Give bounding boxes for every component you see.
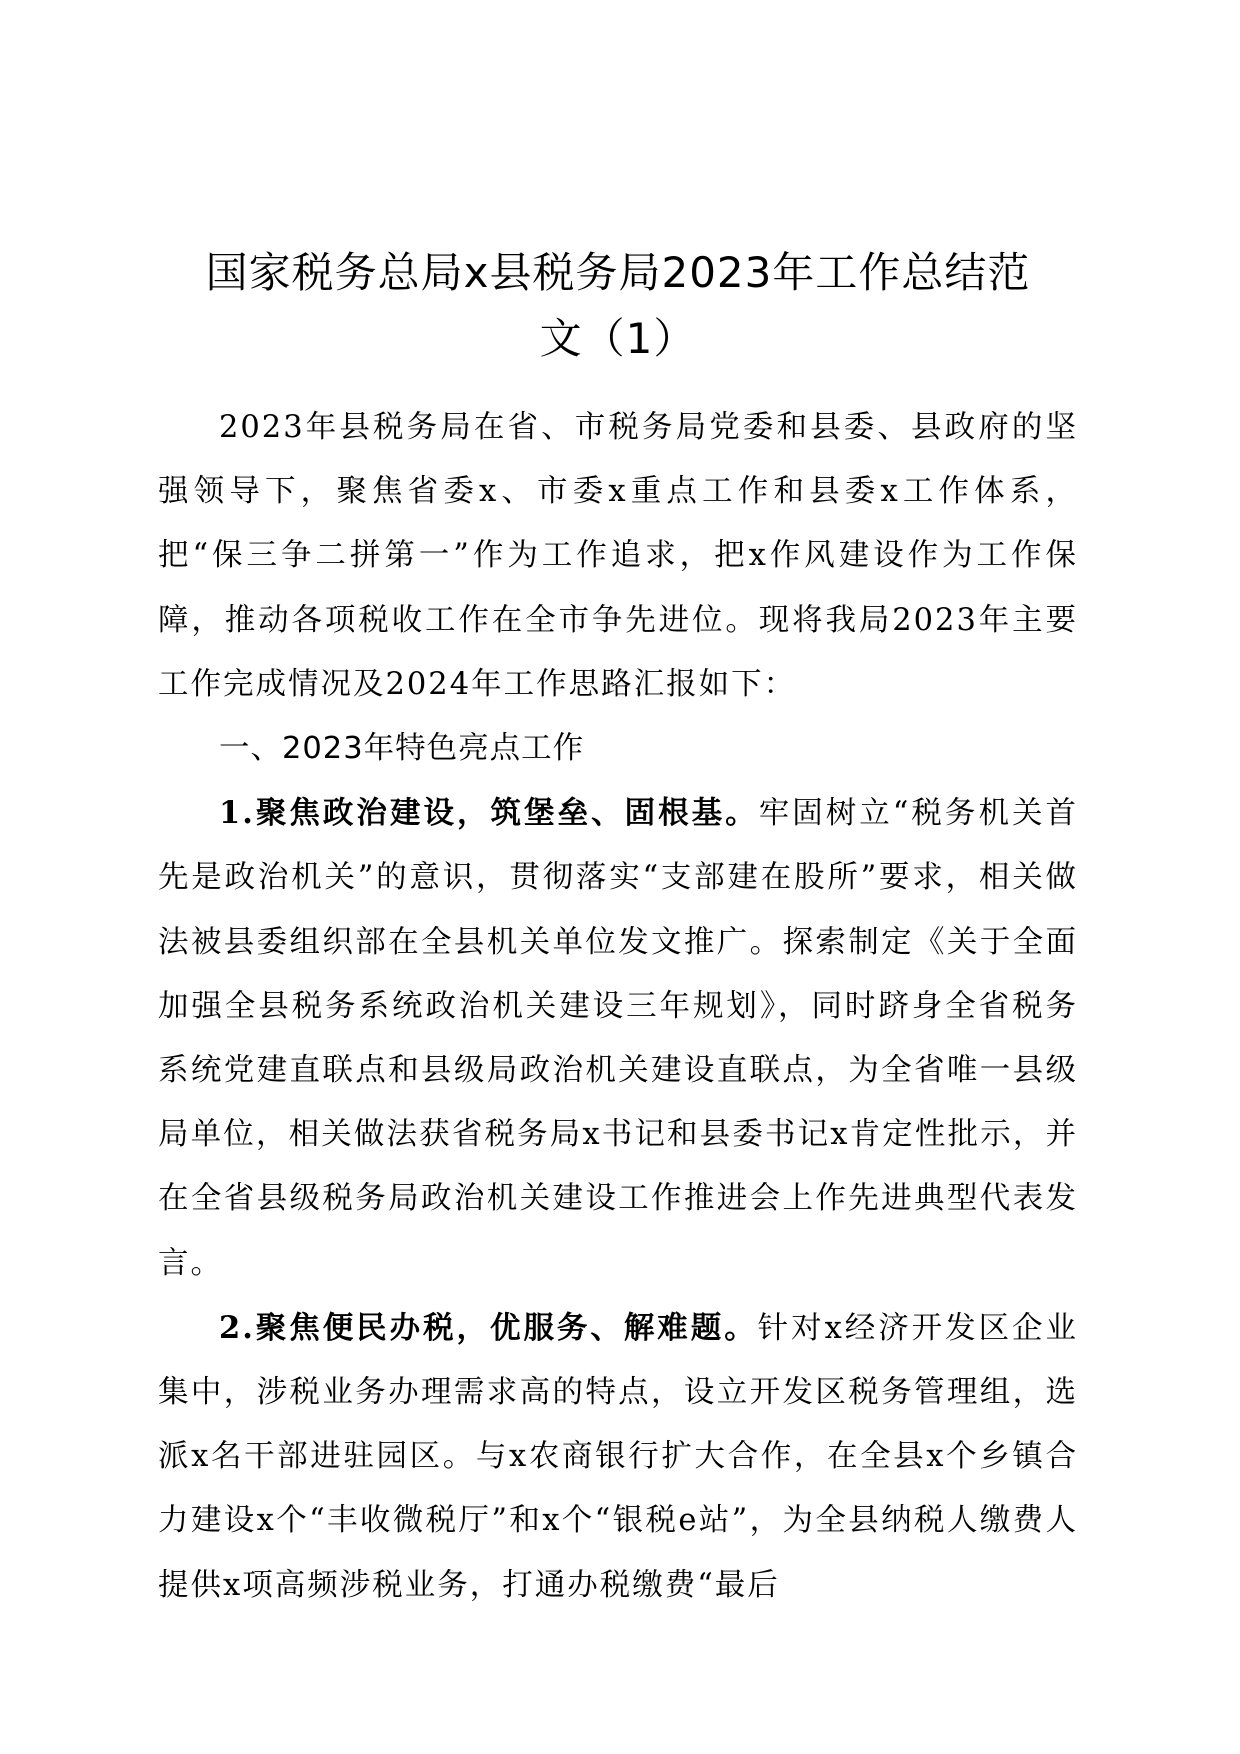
title-line-1: 国家税务总局x县税务局2023年工作总结范 [205,248,1031,297]
item-paragraph-2 [158,1296,1078,1618]
document-body [158,396,1078,1618]
item-paragraph-1 [158,781,1078,1296]
document-title [158,240,1078,372]
title-line-2: 文（1） [539,314,697,363]
document-page [158,240,1078,1618]
item-lead-1: 1.聚焦政治建设，筑堡垒、固根基。 [219,795,759,832]
item-text-2: 针对x经济开发区企业集中，涉税业务办理需求高的特点，设立开发区税务管理组，选派x名干部进驻园区。与x农商银行扩大合作，在全县x个乡镇合力建设x个“丰收微税厅”和x个“银税e站”，为全县纳税人缴费人提供x项高频涉税业务，打通办税缴费“最后 [158,1310,1078,1603]
section-heading: 一、2023年特色亮点工作 [219,731,585,767]
intro-paragraph: 2023年县税务局在省、市税务局党委和县委、县政府的坚强领导下，聚焦省委x、市委x重点工作和县委x工作体系，把“保三争二拼第一”作为工作追求，把x作风建设作为工作保障，推动各项税收工作在全市争先进位。现将我局2023年主要工作完成情况及2024年工作思路汇报如下： [158,410,1078,702]
item-lead-2: 2.聚焦便民办税，优服务、解难题。 [219,1309,758,1346]
item-text-1: 牢固树立“税务机关首先是政治机关”的意识，贯彻落实“支部建在股所”要求，相关做法被县委组织部在全县机关单位发文推广。探索制定《关于全面加强全县税务系统政治机关建设三年规划》，同时跻身全省税务系统党建直联点和县级局政治机关建设直联点，为全省唯一县级局单位，相关做法获省税务局x书记和县委书记x肯定性批示，并在全省县级税务局政治机关建设工作推进会上作先进典型代表发言。 [158,796,1078,1281]
